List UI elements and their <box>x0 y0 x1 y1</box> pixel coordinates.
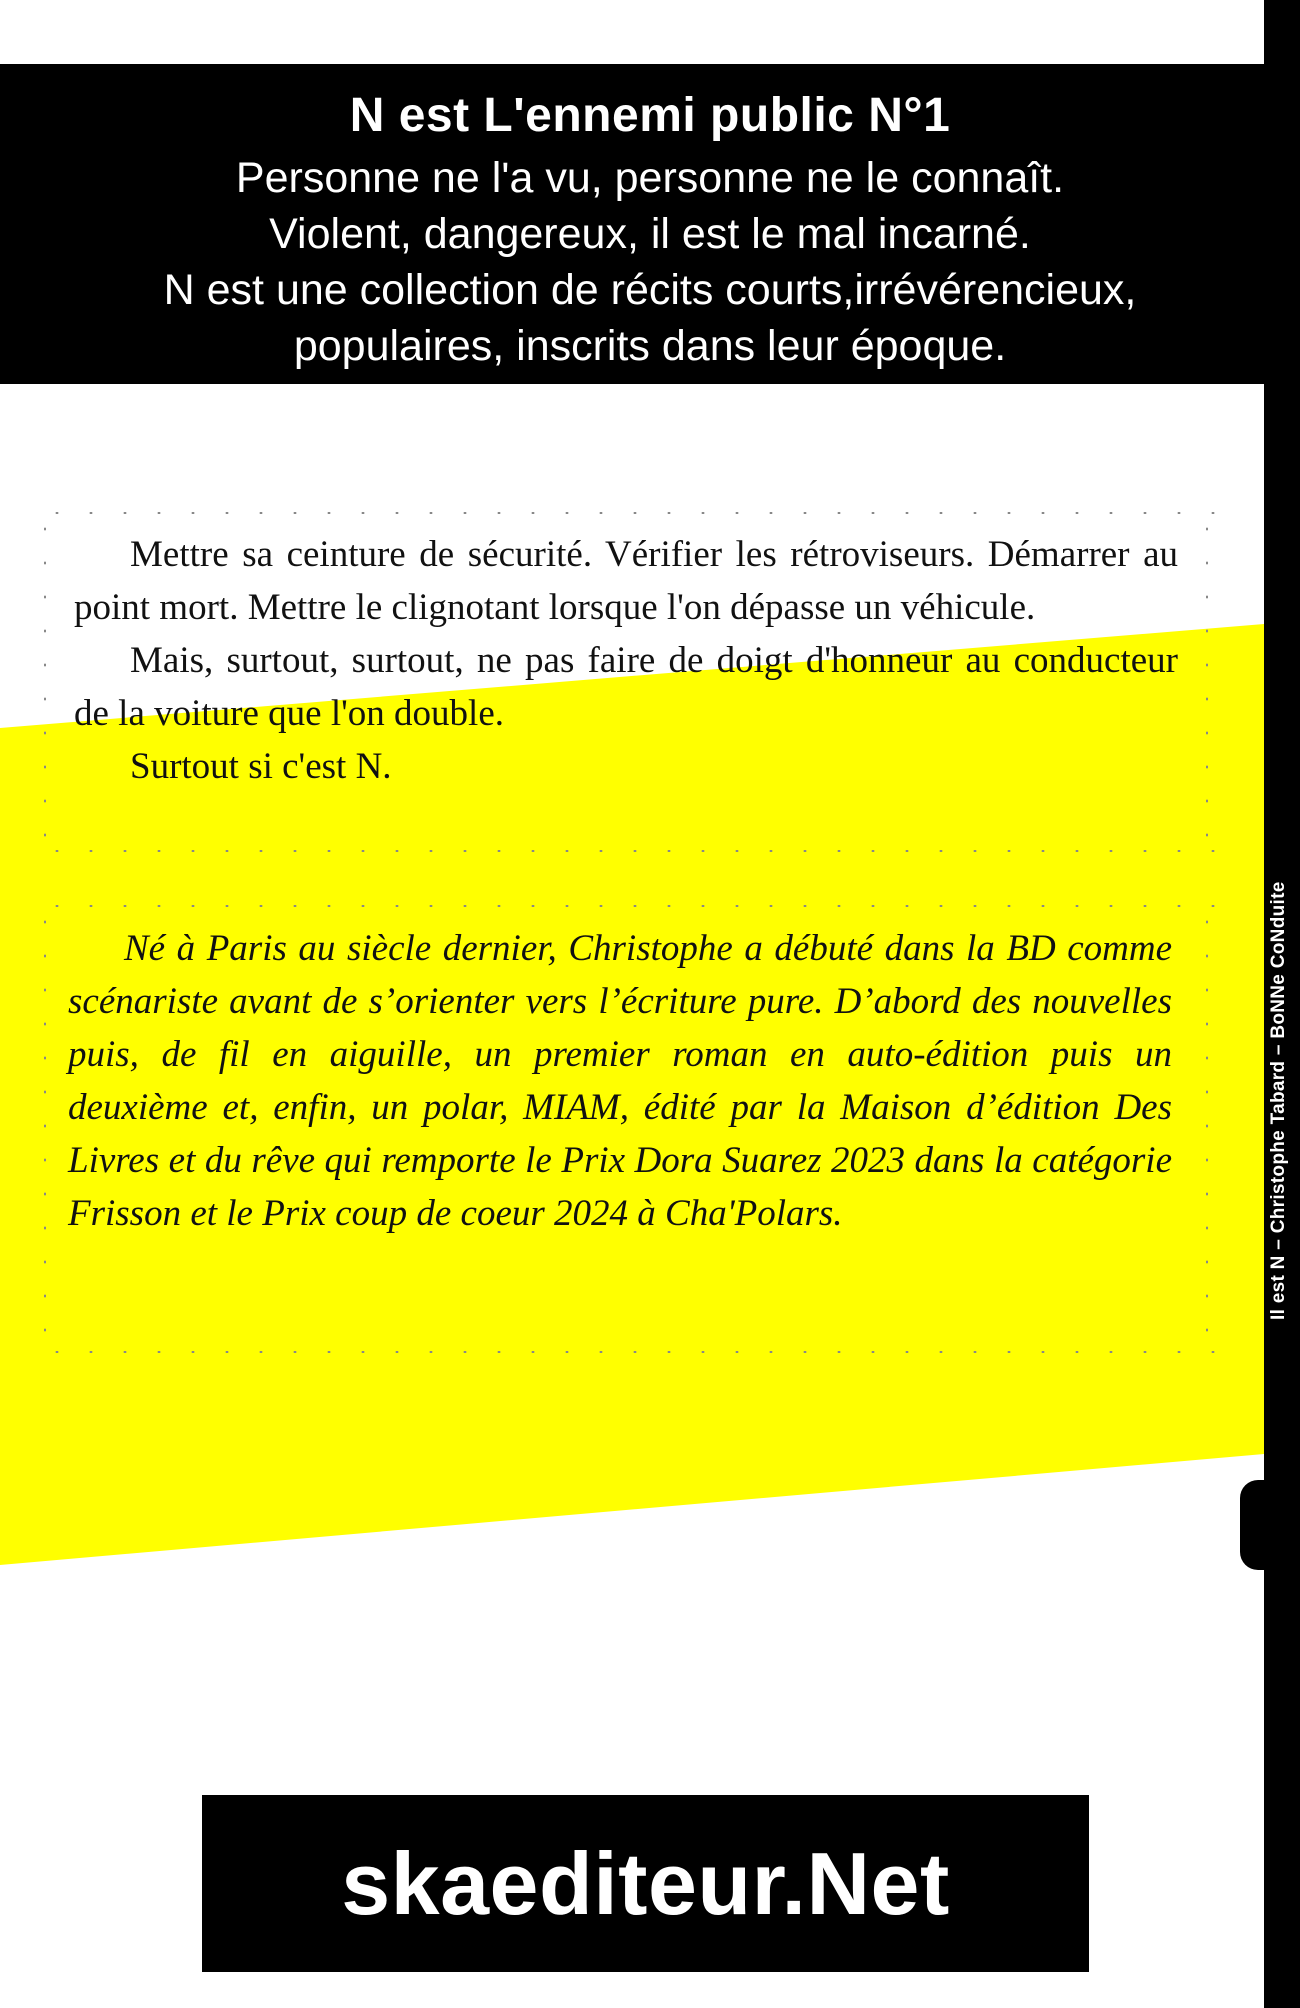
blurb-paragraph: Mais, surtout, surtout, ne pas faire de doigt d'honneur au conducteur de la voiture que l'on double. <box>74 640 1178 734</box>
spine-notch <box>1240 1480 1280 1570</box>
blurb-text <box>74 528 1178 793</box>
dotted-divider <box>40 1351 1215 1353</box>
header-line-2: Violent, dangereux, il est le mal incarné. <box>269 210 1031 258</box>
dotted-frame-left <box>44 905 46 1353</box>
dotted-divider <box>40 512 1215 514</box>
dotted-frame-right <box>1206 512 1208 852</box>
dotted-divider <box>40 850 1215 852</box>
dotted-divider <box>40 905 1215 907</box>
publisher-box <box>202 1795 1089 1972</box>
author-bio <box>68 922 1172 1240</box>
header-band <box>0 64 1264 384</box>
dotted-frame-right <box>1206 905 1208 1353</box>
blurb-paragraph: Mettre sa ceinture de sécurité. Vérifier les rétroviseurs. Démarrer au point mort. Mettre le clignotant lorsque l'on dépasse un véhicule. <box>74 534 1178 628</box>
header-line-4: populaires, inscrits dans leur époque. <box>293 322 1007 370</box>
header-line-3: N est une collection de récits courts,irrévérencieux, <box>163 266 1137 314</box>
header-line-1: Personne ne l'a vu, personne ne le connaît. <box>235 154 1065 202</box>
header-title: N est L'ennemi public N°1 <box>349 89 951 142</box>
dotted-frame-left <box>44 512 46 852</box>
author-bio-paragraph: Né à Paris au siècle dernier, Christophe a débuté dans la BD comme scénariste avant de s’orienter vers l’écriture pure. D’abord des nouvelles puis, de fil en aiguille, un premier roman en auto-édition puis un deuxième et, enfin, un polar, MIAM, édité par la Maison d’édition Des Livres et du rêve qui remporte le Prix Dora Suarez 2023 dans la catégorie Frisson et le Prix coup de coeur 2024 à Cha'Polars. <box>68 928 1172 1234</box>
blurb-paragraph: Surtout si c'est N. <box>130 746 392 787</box>
publisher-website[interactable]: skaediteur.Net <box>341 1834 950 1933</box>
spine-title: Il est N – Christophe Tabard – BoNNe CoNduite <box>1268 881 1289 1320</box>
